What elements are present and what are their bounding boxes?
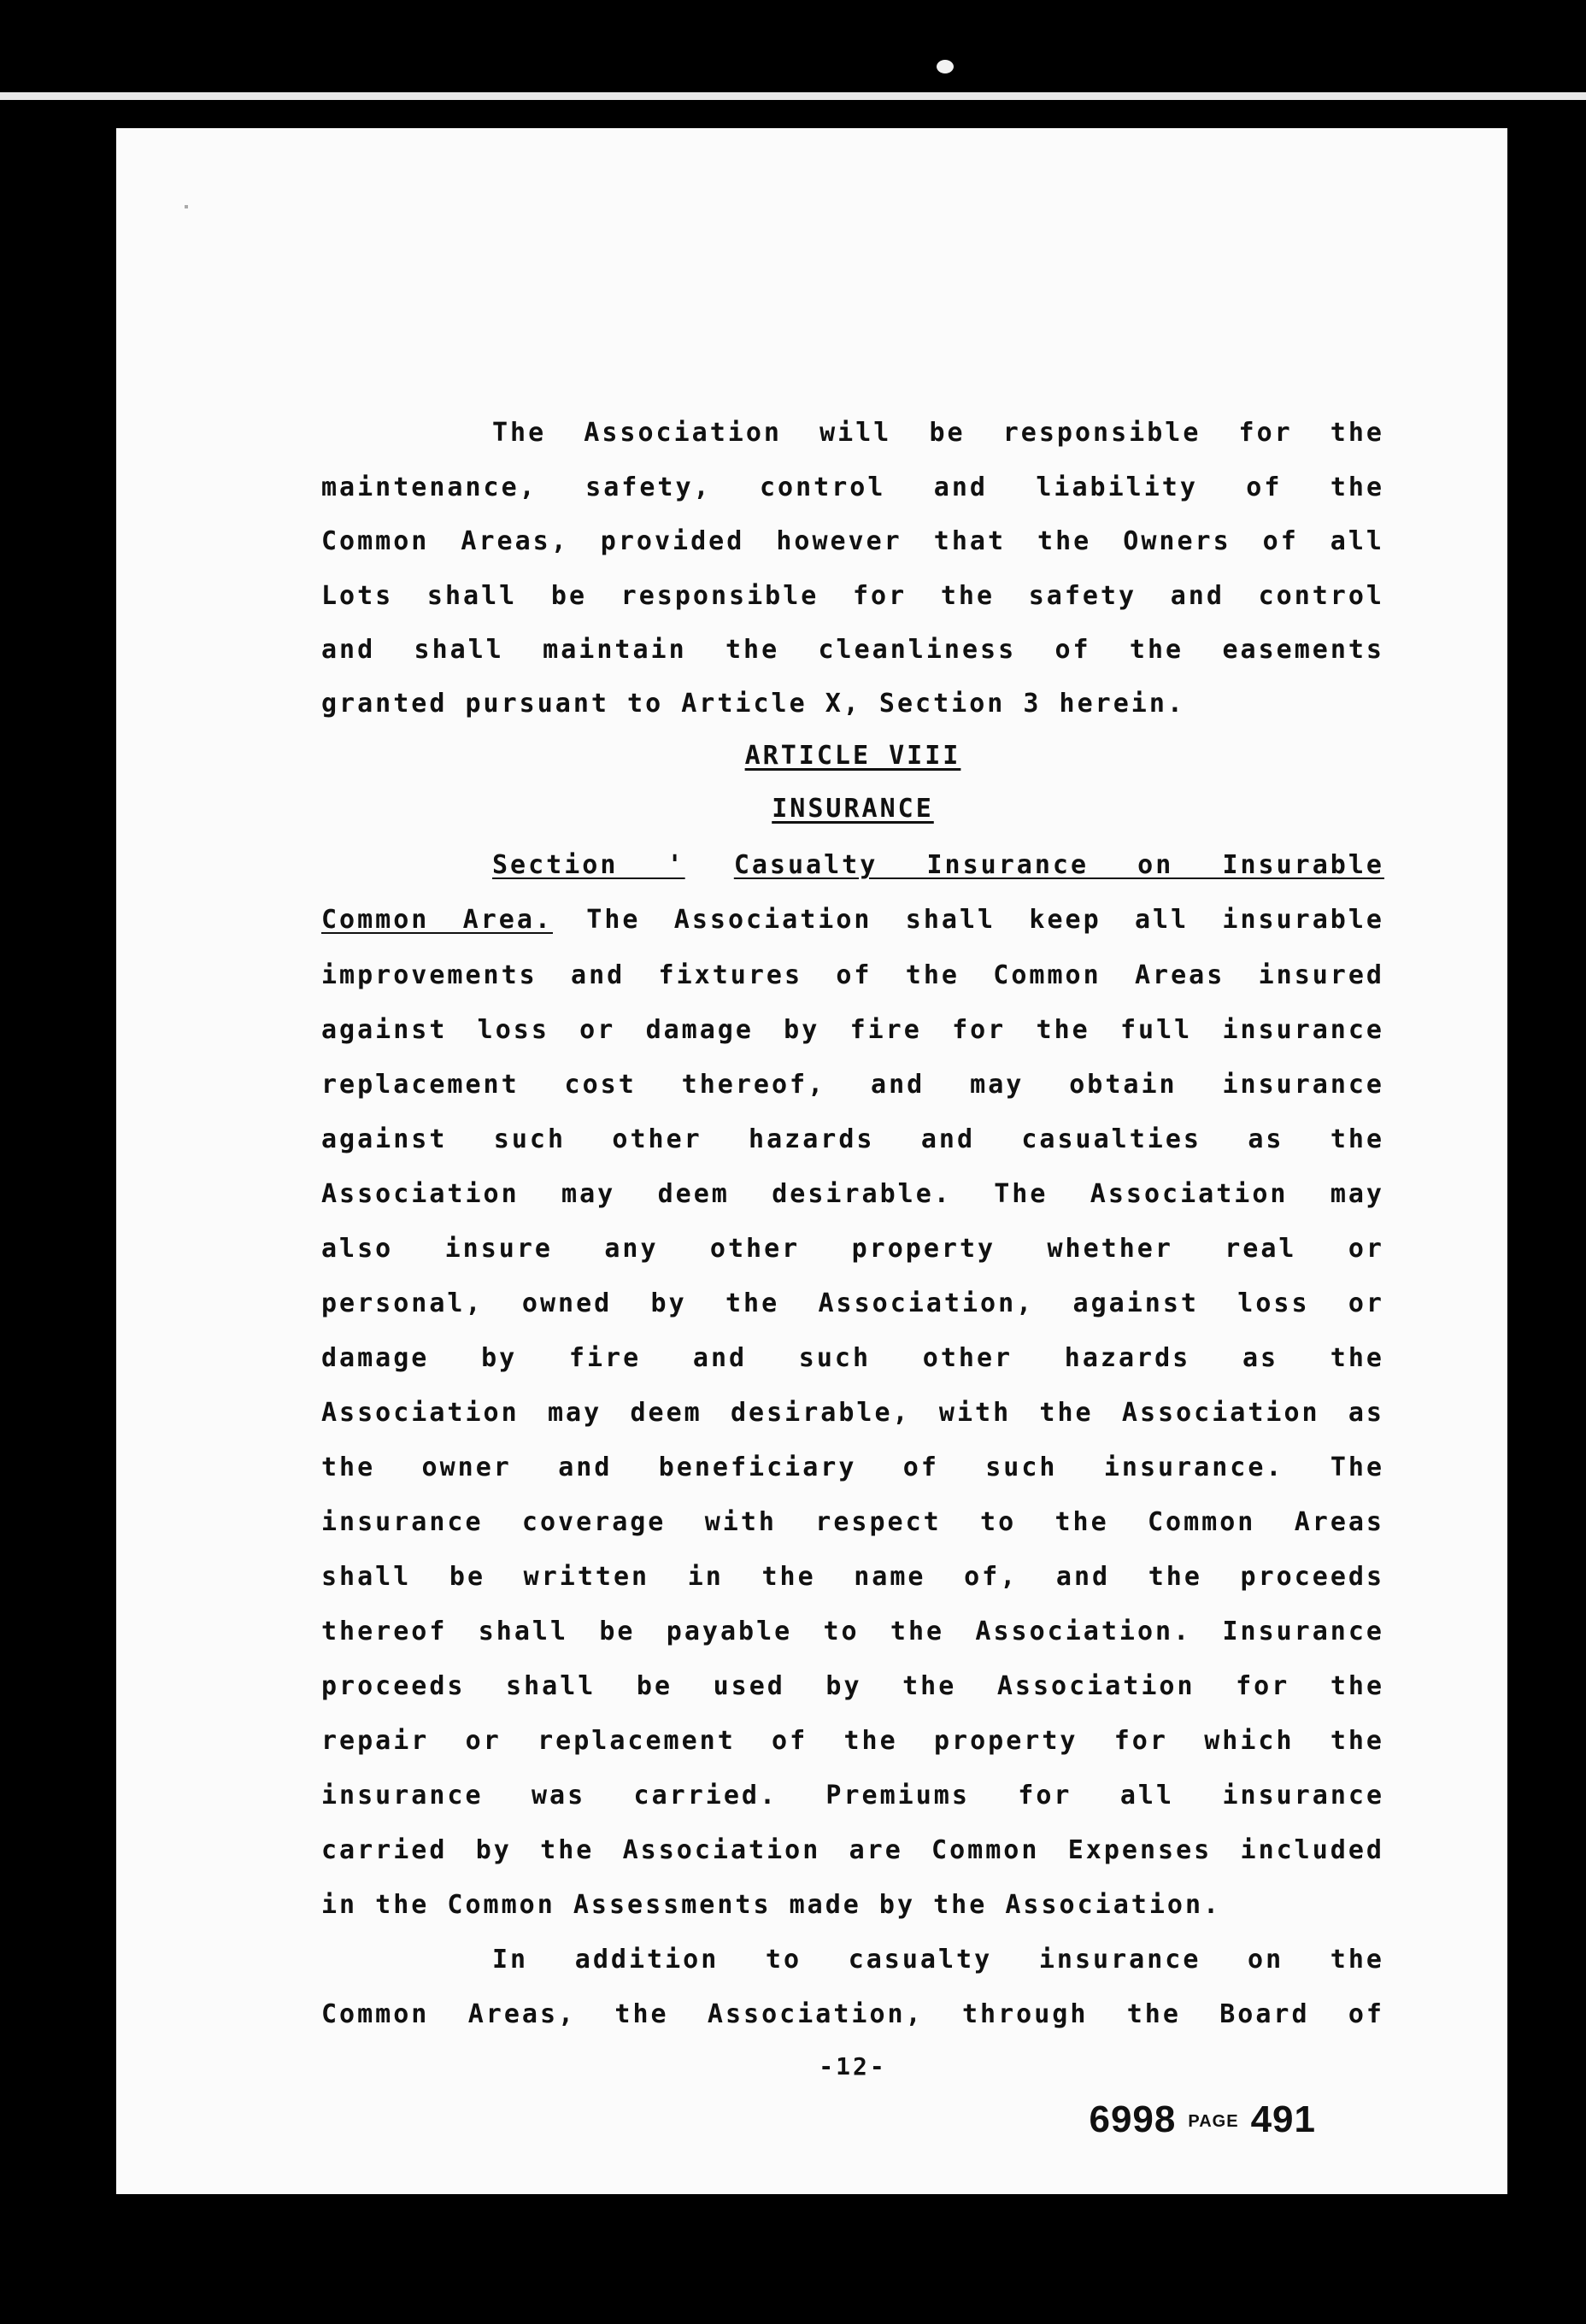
- paragraph-1-line-5: and shall maintain the cleanliness of the easements: [321, 636, 1384, 664]
- paragraph-2-line-11: insurance coverage with respect to the Common Areas: [321, 1508, 1384, 1536]
- paragraph-1-line-4: Lots shall be responsible for the safety and control: [321, 582, 1384, 610]
- paragraph-2-line-14: proceeds shall be used by the Association for the: [321, 1672, 1384, 1700]
- section-first-line-rest: The Association shall keep all insurable: [586, 906, 1384, 934]
- paragraph-2-line-13: thereof shall be payable to the Association. Insurance: [321, 1617, 1384, 1646]
- paragraph-2-line-15: repair or replacement of the property for which the: [321, 1727, 1384, 1755]
- scan-artifact-dot: [937, 60, 954, 73]
- paragraph-2-line-3: replacement cost thereof, and may obtain insurance: [321, 1071, 1384, 1099]
- paragraph-2-line-2: against loss or damage by fire for the full insurance: [321, 1016, 1384, 1044]
- paragraph-2-line-10: the owner and beneficiary of such insurance. The: [321, 1453, 1384, 1482]
- paragraph-2-line-18: in the Common Assessments made by the Association.: [321, 1891, 1222, 1919]
- paragraph-2-line-7: personal, owned by the Association, against loss or: [321, 1289, 1384, 1318]
- stamp-page-number: 491: [1250, 2098, 1316, 2140]
- paragraph-2-line-4: against such other hazards and casualties as the: [321, 1125, 1384, 1153]
- stamp-page-label: PAGE: [1188, 2111, 1239, 2131]
- paragraph-1-line-3: Common Areas, provided however that the Owners of all: [321, 527, 1384, 555]
- paragraph-2-line-6: also insure any other property whether real or: [321, 1235, 1384, 1263]
- paragraph-2-line-12: shall be written in the name of, and the proceeds: [321, 1563, 1384, 1591]
- section-label: Section ': [492, 851, 685, 879]
- paragraph-2-line-5: Association may deem desirable. The Association may: [321, 1180, 1384, 1208]
- paragraph-2-line-16: insurance was carried. Premiums for all insurance: [321, 1781, 1384, 1810]
- paragraph-2-line-9: Association may deem desirable, with the Association as: [321, 1399, 1384, 1427]
- paragraph-1-line-1: The Association will be responsible for the: [492, 419, 1384, 447]
- paragraph-1-line-6: granted pursuant to Article X, Section 3 herein.: [321, 690, 1185, 718]
- paragraph-3-line-2: Common Areas, the Association, through the Board of: [321, 2000, 1384, 2028]
- paragraph-1-line-2: maintenance, safety, control and liability of the: [321, 473, 1384, 502]
- paragraph-3-line-1: In addition to casualty insurance on the: [492, 1945, 1384, 1974]
- paragraph-2-line-1: improvements and fixtures of the Common Areas insured: [321, 961, 1384, 989]
- stamp-book-number: 6998: [1089, 2098, 1177, 2140]
- paragraph-2-line-17: carried by the Association are Common Expenses included: [321, 1836, 1384, 1864]
- recording-stamp: [1089, 2098, 1316, 2141]
- scan-border-line: [0, 92, 1586, 100]
- page-number: -12-: [819, 2052, 887, 2080]
- section-title-part1: Casualty Insurance on Insurable: [733, 851, 1384, 879]
- article-heading: ARTICLE VIII: [744, 741, 961, 771]
- paragraph-2-line-8: damage by fire and such other hazards as the: [321, 1344, 1384, 1372]
- article-title: INSURANCE: [772, 794, 934, 824]
- section-first-line: [321, 906, 1384, 934]
- scan-speck: [185, 205, 188, 208]
- section-title-part2: Common Area.: [321, 906, 553, 934]
- section-heading-line: [321, 851, 1384, 879]
- document-page: [116, 128, 1507, 2194]
